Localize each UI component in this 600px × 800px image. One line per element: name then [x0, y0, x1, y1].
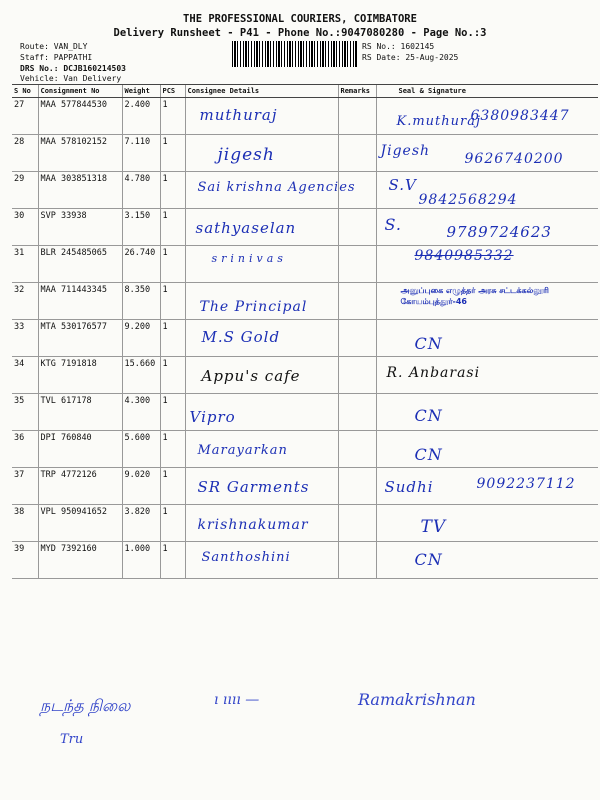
- sno: 34: [12, 357, 38, 394]
- signature: S.: [384, 215, 402, 234]
- signature: CN: [414, 406, 443, 425]
- table-row: [12, 246, 598, 283]
- table-row: [12, 320, 598, 357]
- consignment-no: MAA 711443345: [38, 283, 122, 320]
- vehicle-label: Vehicle: Van Delivery: [20, 74, 122, 83]
- weight: 3.820: [122, 505, 160, 542]
- remarks: [338, 246, 376, 283]
- consignment-no: MAA 303851318: [38, 172, 122, 209]
- weight: 26.740: [122, 246, 160, 283]
- pcs: 1: [160, 98, 185, 135]
- signature: Jigesh: [380, 143, 431, 159]
- consignee-name: The Principal: [199, 299, 308, 315]
- seal-signature: [376, 394, 598, 431]
- consignee-handwritten: [185, 468, 338, 505]
- consignee-name: srinivas: [211, 252, 287, 265]
- phone: 9840985332: [414, 248, 514, 264]
- col-consignment: Consignment No: [38, 85, 122, 98]
- consignee-handwritten: [185, 431, 338, 468]
- consignee-handwritten: [185, 98, 338, 135]
- table-row: [12, 542, 598, 579]
- consignee-name: Marayarkan: [197, 443, 288, 458]
- remarks: [338, 542, 376, 579]
- weight: 4.780: [122, 172, 160, 209]
- seal-signature: [376, 505, 598, 542]
- signature: R. Anbarasi: [386, 365, 481, 381]
- table-row: [12, 283, 598, 320]
- seal-signature: [376, 542, 598, 579]
- sno: 37: [12, 468, 38, 505]
- route-label: Route: VAN_DLY: [20, 42, 88, 51]
- seal-signature: [376, 172, 598, 209]
- seal-signature: [376, 320, 598, 357]
- phone: 9842568294: [418, 192, 518, 208]
- phone: 9092237112: [476, 476, 576, 492]
- consignment-no: TVL 617178: [38, 394, 122, 431]
- sno: 38: [12, 505, 38, 542]
- seal-signature: [376, 431, 598, 468]
- signature: K.muthuraj: [396, 114, 482, 129]
- pcs: 1: [160, 320, 185, 357]
- sno: 36: [12, 431, 38, 468]
- table-row: [12, 431, 598, 468]
- consignment-no: MYD 7392160: [38, 542, 122, 579]
- sno: 31: [12, 246, 38, 283]
- consignee-name: Santhoshini: [201, 550, 291, 565]
- table-row: [12, 98, 598, 135]
- consignee-name: muthuraj: [199, 106, 278, 124]
- sno: 35: [12, 394, 38, 431]
- sno: 30: [12, 209, 38, 246]
- weight: 2.400: [122, 98, 160, 135]
- remarks: [338, 505, 376, 542]
- consignee-handwritten: [185, 505, 338, 542]
- consignment-no: MAA 578102152: [38, 135, 122, 172]
- pcs: 1: [160, 209, 185, 246]
- consignment-no: BLR 245485065: [38, 246, 122, 283]
- bottom-handwriting-1: நடந்த நிலை: [40, 696, 131, 715]
- bottom-mark: ı ıııı —: [214, 692, 260, 708]
- pcs: 1: [160, 172, 185, 209]
- remarks: [338, 135, 376, 172]
- pcs: 1: [160, 431, 185, 468]
- weight: 1.000: [122, 542, 160, 579]
- table-row: [12, 505, 598, 542]
- remarks: [338, 357, 376, 394]
- consignment-no: DPI 760840: [38, 431, 122, 468]
- phone: 6380983447: [470, 108, 570, 124]
- seal-signature: [376, 246, 598, 283]
- bottom-handwriting-3: Ramakrishnan: [358, 690, 476, 709]
- consignee-name: M.S Gold: [201, 328, 281, 346]
- col-pcs: PCS: [160, 85, 185, 98]
- consignee-handwritten: [185, 135, 338, 172]
- sno: 27: [12, 98, 38, 135]
- phone: 9789724623: [446, 223, 552, 241]
- seal-signature: [376, 357, 598, 394]
- consignment-no: TRP 4772126: [38, 468, 122, 505]
- seal-signature: [376, 98, 598, 135]
- weight: 15.660: [122, 357, 160, 394]
- seal-signature: [376, 283, 598, 320]
- drs-label: DRS No.: DCJB160214503: [20, 64, 126, 73]
- runsheet-barcode: [232, 41, 357, 67]
- consignment-no: MAA 577844530: [38, 98, 122, 135]
- table-row: [12, 209, 598, 246]
- pcs: 1: [160, 283, 185, 320]
- sno: 29: [12, 172, 38, 209]
- consignment-no: VPL 950941652: [38, 505, 122, 542]
- pcs: 1: [160, 246, 185, 283]
- weight: 9.020: [122, 468, 160, 505]
- sno: 39: [12, 542, 38, 579]
- signature: TV: [420, 517, 447, 537]
- remarks: [338, 98, 376, 135]
- weight: 3.150: [122, 209, 160, 246]
- college-seal: அனுப்புகை எழுத்தர் அரசு சட்டக்கல்லூரி கோயம்புத்தூர்-46: [400, 286, 549, 306]
- consignee-handwritten: [185, 542, 338, 579]
- weight: 5.600: [122, 431, 160, 468]
- pcs: 1: [160, 357, 185, 394]
- consignment-no: MTA 530176577: [38, 320, 122, 357]
- col-weight: Weight: [122, 85, 160, 98]
- table-row: [12, 394, 598, 431]
- staff-label: Staff: PAPPATHI: [20, 53, 93, 62]
- seal-signature: [376, 209, 598, 246]
- phone: 9626740200: [464, 151, 564, 167]
- remarks: [338, 431, 376, 468]
- consignee-handwritten: [185, 394, 338, 431]
- consignee-handwritten: [185, 283, 338, 320]
- col-remarks: Remarks: [338, 85, 376, 98]
- table-header-row: [12, 85, 598, 98]
- table-row: [12, 468, 598, 505]
- remarks: [338, 283, 376, 320]
- pcs: 1: [160, 135, 185, 172]
- consignee-handwritten: [185, 320, 338, 357]
- pcs: 1: [160, 394, 185, 431]
- rs-number: RS No.: 1602145: [362, 42, 435, 51]
- pcs: 1: [160, 505, 185, 542]
- sno: 33: [12, 320, 38, 357]
- consignment-no: KTG 7191818: [38, 357, 122, 394]
- seal-signature: [376, 135, 598, 172]
- pcs: 1: [160, 468, 185, 505]
- consignee-name: jigesh: [217, 145, 275, 165]
- delivery-table: [12, 84, 598, 579]
- consignee-name: Vipro: [189, 408, 236, 426]
- remarks: [338, 394, 376, 431]
- consignee-name: SR Garments: [197, 478, 310, 496]
- company-title: THE PROFESSIONAL COURIERS, COIMBATORE: [183, 13, 417, 25]
- consignee-name: krishnakumar: [197, 517, 309, 533]
- consignee-handwritten: [185, 246, 338, 283]
- table-row: [12, 172, 598, 209]
- signature: Sudhi: [384, 478, 434, 496]
- rs-date: RS Date: 25-Aug-2025: [362, 53, 459, 62]
- consignee-name: Appu's cafe: [201, 367, 301, 385]
- remarks: [338, 468, 376, 505]
- runsheet-subtitle: Delivery Runsheet - P41 - Phone No.:9047080280 - Page No.:3: [113, 27, 487, 39]
- remarks: [338, 209, 376, 246]
- sno: 32: [12, 283, 38, 320]
- weight: 4.300: [122, 394, 160, 431]
- pcs: 1: [160, 542, 185, 579]
- col-consignee: Consignee Details: [185, 85, 338, 98]
- col-seal-signature: Seal & Signature: [376, 85, 598, 98]
- table-row: [12, 135, 598, 172]
- bottom-handwriting-2: Tru: [60, 732, 84, 747]
- seal-signature: [376, 468, 598, 505]
- signature: CN: [414, 550, 443, 569]
- weight: 9.200: [122, 320, 160, 357]
- consignee-handwritten: [185, 172, 356, 209]
- consignment-no: SVP 33938: [38, 209, 122, 246]
- signature: CN: [414, 334, 443, 353]
- consignee-name: sathyaselan: [195, 219, 297, 237]
- sno: 28: [12, 135, 38, 172]
- consignee-handwritten: [185, 209, 338, 246]
- signature: S.V: [388, 176, 417, 194]
- weight: 8.350: [122, 283, 160, 320]
- remarks: [338, 320, 376, 357]
- signature: CN: [414, 445, 443, 464]
- consignee-name: Sai krishna Agencies: [197, 180, 356, 195]
- table-row: [12, 357, 598, 394]
- consignee-handwritten: [185, 357, 338, 394]
- col-sno: S No: [12, 85, 38, 98]
- weight: 7.110: [122, 135, 160, 172]
